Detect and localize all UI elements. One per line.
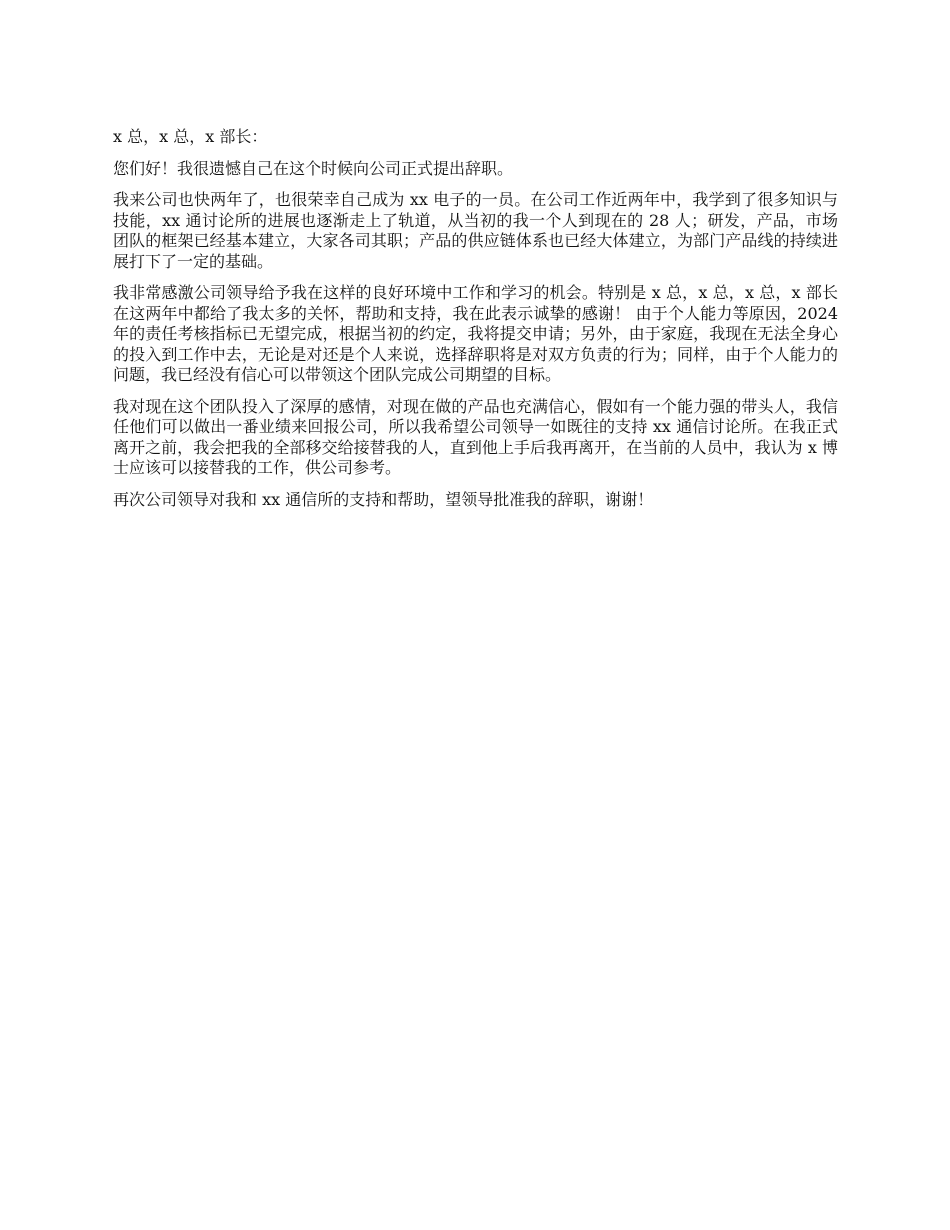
letter-body — [113, 127, 838, 521]
letter-paragraph-gratitude-reasons: 我非常感激公司领导给予我在这样的良好环境中工作和学习的机会。特别是 x 总，x 总，x 总，x 部长在这两年中都给了我太多的关怀，帮助和支持，我在此表示诚挚的感谢！ 由于个人能力等原因，2024 年的责任考核指标已无望完成，根据当初的约定，我将提交申请；另外，由于家庭，我现在无法全身心的投入到工作中去，无论是对还是个人来说，选择辞职将是对双方负责的行为；同样，由于个人能力的问题，我已经没有信心可以带领这个团队完成公司期望的目标。 — [113, 283, 838, 384]
letter-paragraph-closing: 再次公司领导对我和 xx 通信所的支持和帮助，望领导批准我的辞职，谢谢！ — [113, 489, 654, 509]
letter-paragraph-handover: 我对现在这个团队投入了深厚的感情，对现在做的产品也充满信心，假如有一个能力强的带头人，我信任他们可以做出一番业绩来回报公司，所以我希望公司领导一如既往的支持 xx 通信讨论所。在我正式离开之前，我会把我的全部移交给接替我的人，直到他上手后我再离开，在当前的人员中，我认为 x 博士应该可以接替我的工作，供公司参考。 — [113, 396, 838, 477]
letter-paragraph-greeting: 您们好！我很遗憾自己在这个时候向公司正式提出辞职。 — [113, 158, 514, 178]
letter-salutation: x 总，x 总，x 部长： — [113, 127, 268, 146]
letter-paragraph-background: 我来公司也快两年了，也很荣幸自己成为 xx 电子的一员。在公司工作近两年中，我学到了很多知识与技能，xx 通讨论所的进展也逐渐走上了轨道，从当初的我一个人到现在的 28 人；研发，产品，市场团队的框架已经基本建立，大家各司其职；产品的供应链体系也已经大体建立，为部门产品线的持续进展打下了一定的基础。 — [113, 190, 838, 271]
